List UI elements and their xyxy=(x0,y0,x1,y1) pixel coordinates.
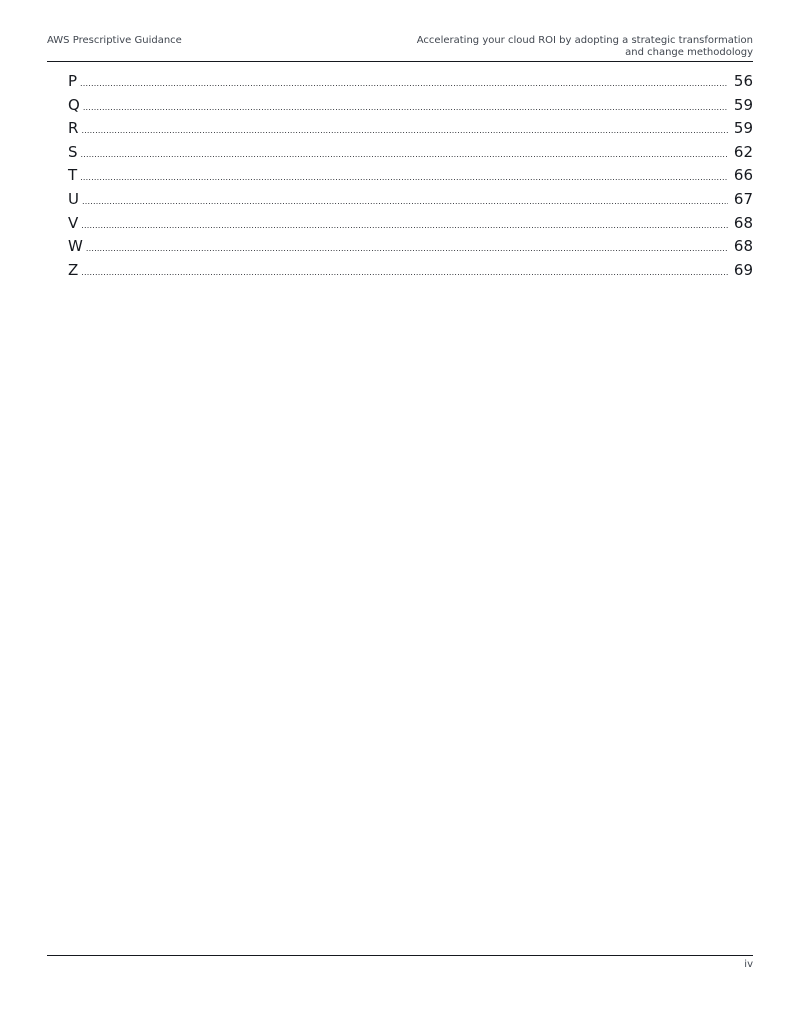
header-document-title-line-2: and change methodology xyxy=(625,46,753,58)
toc-entry-p[interactable] xyxy=(68,70,753,94)
toc-entry-letter: P xyxy=(68,72,78,90)
toc-entry-q[interactable] xyxy=(68,94,753,118)
toc-entry-letter: V xyxy=(68,213,79,232)
toc-entry-letter: W xyxy=(68,237,83,256)
toc-dot-leader xyxy=(86,237,728,261)
toc-entry-page: 68 xyxy=(733,213,753,232)
toc-entry-letter: T xyxy=(68,166,78,185)
toc-entry-page: 56 xyxy=(733,72,753,90)
toc-entry-page: 59 xyxy=(733,95,753,114)
toc-entry-letter: Z xyxy=(68,260,79,279)
toc-entry-r[interactable] xyxy=(68,117,753,141)
footer-page-number: iv xyxy=(744,959,753,970)
toc-entry-page: 66 xyxy=(733,166,753,185)
toc-entry-u[interactable] xyxy=(68,188,753,212)
header-document-title-line-1: Accelerating your cloud ROI by adopting a strategic transformation xyxy=(416,35,753,46)
toc-entry-letter: Q xyxy=(68,95,80,114)
toc-dot-leader xyxy=(80,72,728,96)
toc-entry-v[interactable] xyxy=(68,212,753,236)
toc-entry-page: 67 xyxy=(733,189,753,208)
toc-entry-letter: U xyxy=(68,189,79,208)
page-header xyxy=(47,34,753,62)
toc-dot-leader xyxy=(82,190,728,214)
page-footer xyxy=(47,955,753,970)
toc-entry-s[interactable] xyxy=(68,141,753,165)
toc-dot-leader xyxy=(81,261,728,285)
header-document-title xyxy=(417,35,753,58)
toc-entry-page: 69 xyxy=(733,260,753,279)
toc-entry-t[interactable] xyxy=(68,164,753,188)
toc-entry-z[interactable] xyxy=(68,259,753,283)
toc-entry-page: 68 xyxy=(733,237,753,256)
toc-dot-leader xyxy=(83,96,728,120)
toc-entry-page: 62 xyxy=(733,142,753,161)
toc-entry-letter: S xyxy=(68,142,78,161)
toc-dot-leader xyxy=(81,214,728,238)
toc-entry-page: 59 xyxy=(733,119,753,138)
header-guide-title: AWS Prescriptive Guidance xyxy=(47,35,182,46)
toc-dot-leader xyxy=(81,143,728,167)
toc-dot-leader xyxy=(80,166,728,190)
toc-entry-letter: R xyxy=(68,119,79,138)
toc-entry-w[interactable] xyxy=(68,235,753,259)
toc-dot-leader xyxy=(81,119,727,143)
table-of-contents xyxy=(68,70,753,282)
